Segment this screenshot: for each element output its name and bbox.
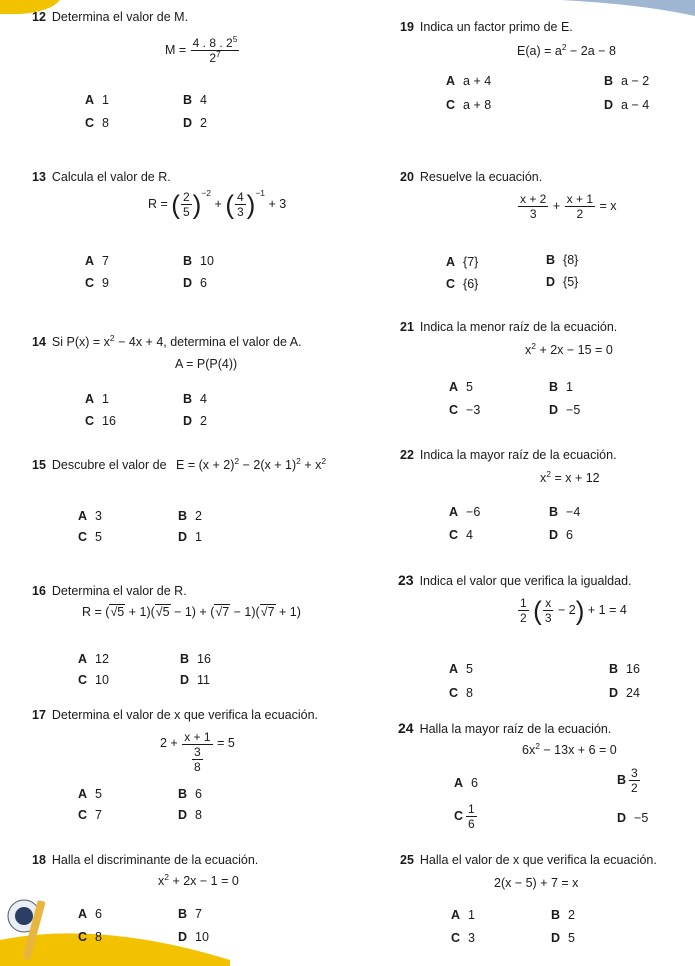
option-c[interactable]	[454, 802, 478, 831]
option-letter: B	[549, 505, 559, 519]
option-letter: A	[449, 505, 459, 519]
option-b[interactable]	[183, 254, 214, 268]
option-letter: B	[549, 380, 559, 394]
denominator: 2	[209, 51, 217, 65]
option-value: 10	[195, 930, 209, 944]
option-d[interactable]	[178, 930, 209, 944]
option-a[interactable]	[85, 254, 109, 268]
question-15	[32, 458, 326, 472]
equation-part: x	[158, 874, 165, 888]
option-value: 4	[466, 528, 473, 542]
option-letter: C	[446, 98, 456, 112]
question-21	[400, 320, 617, 334]
question-text: − 4x + 4, determina el valor de A.	[114, 335, 302, 349]
option-letter: D	[604, 98, 614, 112]
option-value: 16	[102, 414, 116, 428]
option-letter: C	[449, 686, 459, 700]
option-letter: A	[449, 380, 459, 394]
option-a[interactable]	[78, 787, 102, 801]
option-value: a + 4	[463, 74, 492, 88]
option-value: 8	[466, 686, 473, 700]
middle: 3	[194, 745, 201, 759]
question-number: 19	[400, 20, 414, 34]
option-b[interactable]	[180, 652, 211, 666]
option-letter: D	[617, 811, 627, 825]
option-a[interactable]	[78, 509, 102, 523]
numerator: x	[545, 596, 552, 610]
option-value: 1	[102, 93, 109, 107]
option-value: 6	[200, 276, 207, 290]
equation-part: + 1)	[275, 605, 301, 619]
option-a[interactable]	[449, 505, 480, 519]
option-value: 6	[195, 787, 202, 801]
option-value: 5	[568, 931, 575, 945]
option-value: 24	[626, 686, 640, 700]
option-value: 16	[626, 662, 640, 676]
option-value: {6}	[463, 277, 479, 291]
option-value: 1	[102, 392, 109, 406]
question-20	[400, 170, 542, 184]
equation-part: E(a) = a	[517, 44, 562, 58]
question-number: 14	[32, 335, 46, 349]
exponent: −1	[255, 187, 266, 198]
question-23	[398, 572, 632, 588]
option-b[interactable]	[617, 766, 641, 795]
equation-part: = x + 12	[550, 471, 600, 485]
option-letter: C	[78, 530, 88, 544]
equation-lead: 2 +	[160, 736, 178, 750]
option-d[interactable]	[546, 275, 578, 289]
option-a[interactable]	[454, 776, 478, 790]
exponent: 2	[234, 456, 240, 466]
sqrt-7: √7	[215, 605, 230, 619]
option-letter: B	[183, 254, 193, 268]
equation-lhs: M =	[165, 42, 187, 57]
option-a[interactable]	[446, 74, 491, 88]
equation-part: − 2	[558, 602, 576, 617]
equation-19	[517, 44, 616, 58]
option-value: 8	[195, 808, 202, 822]
option-letter: A	[78, 907, 88, 921]
question-number: 21	[400, 320, 414, 334]
exponent: 2	[164, 872, 169, 882]
numerator: x + 1	[566, 192, 593, 206]
denominator: 2	[631, 781, 638, 795]
option-value: 1	[566, 380, 573, 394]
option-a[interactable]	[449, 662, 473, 676]
option-letter: D	[180, 673, 190, 687]
exponent: 5	[232, 34, 238, 44]
question-text: Indica el valor que verifica la igualdad.	[419, 574, 632, 588]
option-value: a − 4	[621, 98, 650, 112]
question-number: 15	[32, 458, 46, 472]
option-b[interactable]	[551, 908, 575, 922]
question-text: Halla el discriminante de la ecuación.	[51, 853, 259, 867]
option-d[interactable]	[549, 528, 573, 542]
equation-21	[525, 343, 613, 357]
equation-16	[82, 605, 301, 619]
option-letter: B	[178, 509, 188, 523]
option-letter: D	[609, 686, 619, 700]
question-12	[32, 10, 188, 24]
option-value: 3	[95, 509, 102, 523]
numerator: 2	[182, 190, 190, 204]
option-d[interactable]	[178, 530, 202, 544]
option-a[interactable]	[85, 392, 109, 406]
exponent: 2	[296, 456, 301, 466]
option-value: 2	[200, 116, 207, 130]
question-number: 13	[32, 170, 46, 184]
operator: +	[214, 196, 222, 211]
denominator: 3	[529, 207, 537, 221]
option-value: 7	[95, 808, 102, 822]
equation-17	[160, 730, 235, 774]
equation-part: + x	[300, 458, 322, 472]
option-letter: B	[551, 908, 561, 922]
equation-part: − 1)(	[230, 605, 260, 619]
option-letter: A	[446, 74, 456, 88]
option-letter: A	[446, 255, 456, 269]
denominator: 2	[576, 207, 584, 221]
question-text: Indica la mayor raíz de la ecuación.	[419, 448, 617, 462]
option-d[interactable]	[617, 811, 648, 825]
option-b[interactable]	[183, 392, 207, 406]
equation-part: x	[540, 471, 547, 485]
option-value: 6	[95, 907, 102, 921]
option-letter: D	[551, 931, 561, 945]
question-16	[32, 584, 187, 598]
numerator: 1	[468, 802, 475, 816]
option-value: a + 8	[463, 98, 492, 112]
equation-part: + 1)(	[125, 605, 155, 619]
question-22	[400, 448, 617, 462]
option-value: 8	[95, 930, 102, 944]
option-value: 6	[566, 528, 573, 542]
option-letter: A	[78, 509, 88, 523]
equation-20	[517, 192, 617, 221]
operator: +	[552, 198, 561, 213]
option-value: 2	[568, 908, 575, 922]
option-value: 2	[200, 414, 207, 428]
denominator: 6	[468, 817, 475, 831]
option-letter: B	[183, 93, 193, 107]
equation-part: − 2(x + 1)	[239, 458, 297, 472]
question-25	[400, 853, 657, 867]
question-number: 18	[32, 853, 46, 867]
option-letter: D	[546, 275, 556, 289]
option-b[interactable]	[609, 662, 640, 676]
option-letter: B	[178, 787, 188, 801]
option-b[interactable]	[546, 253, 578, 267]
option-value: {5}	[563, 275, 579, 289]
option-a[interactable]	[85, 93, 109, 107]
exponent: 2	[321, 456, 327, 466]
option-letter: A	[454, 776, 464, 790]
exponent: 7	[216, 49, 221, 59]
option-c[interactable]	[449, 528, 473, 542]
option-letter: D	[549, 528, 559, 542]
question-text: Descubre el valor de	[51, 458, 167, 472]
option-a[interactable]	[451, 908, 475, 922]
question-text: Indica un factor primo de E.	[419, 20, 573, 34]
option-value: 1	[195, 530, 202, 544]
equation-14: A = P(P(4))	[175, 357, 238, 371]
option-c[interactable]	[451, 931, 475, 945]
option-letter: A	[85, 392, 95, 406]
option-value: {7}	[463, 255, 479, 269]
option-value: 4	[200, 93, 207, 107]
option-d[interactable]	[609, 686, 640, 700]
equation-25: 2(x − 5) + 7 = x	[494, 876, 579, 890]
option-letter: B	[609, 662, 619, 676]
option-d[interactable]	[183, 276, 207, 290]
equation-part: − 13x + 6 = 0	[539, 743, 617, 757]
exponent: 2	[531, 341, 536, 351]
denominator: 5	[182, 205, 190, 219]
equation-tail: = x	[599, 198, 617, 213]
option-letter: B	[183, 392, 193, 406]
option-b[interactable]	[549, 380, 573, 394]
numerator: 4 . 8 . 2	[192, 36, 233, 50]
question-number: 20	[400, 170, 414, 184]
equation-18	[158, 874, 239, 888]
option-letter: C	[78, 673, 88, 687]
option-c[interactable]	[85, 414, 116, 428]
option-letter: B	[604, 74, 614, 88]
question-number: 16	[32, 584, 46, 598]
option-letter: A	[449, 662, 459, 676]
option-value: a − 2	[621, 74, 650, 88]
option-value: 9	[102, 276, 109, 290]
option-letter: A	[451, 908, 461, 922]
option-a[interactable]	[78, 907, 102, 921]
option-letter: C	[85, 116, 95, 130]
exponent: −2	[201, 187, 212, 198]
question-17	[32, 708, 318, 722]
option-letter: C	[451, 931, 461, 945]
option-letter: D	[549, 403, 559, 417]
fraction	[191, 36, 240, 65]
mascot-illustration	[0, 880, 230, 966]
option-a[interactable]	[446, 255, 478, 269]
option-c[interactable]	[85, 116, 109, 130]
option-letter: D	[178, 930, 188, 944]
option-a[interactable]	[449, 380, 473, 394]
question-text: Resuelve la ecuación.	[419, 170, 543, 184]
option-value: 12	[95, 652, 109, 666]
option-value: 2	[195, 509, 202, 523]
option-d[interactable]	[178, 808, 202, 822]
equation-lhs: R =	[148, 196, 168, 211]
question-number: 17	[32, 708, 46, 722]
equation-tail: + 1 = 4	[587, 602, 627, 617]
sqrt-5: √5	[110, 605, 125, 619]
option-letter: A	[85, 93, 95, 107]
numerator: 1	[520, 596, 527, 610]
option-value: 5	[95, 787, 102, 801]
option-letter: C	[446, 277, 456, 291]
option-d[interactable]	[604, 98, 649, 112]
equation-tail: = 5	[217, 736, 235, 750]
option-letter: C	[85, 276, 95, 290]
option-c[interactable]	[85, 276, 109, 290]
option-c[interactable]	[78, 930, 102, 944]
option-c[interactable]	[449, 686, 473, 700]
option-letter: B	[617, 772, 627, 787]
denominator: 8	[194, 760, 201, 774]
question-text: Indica la menor raíz de la ecuación.	[419, 320, 618, 334]
option-value: 5	[95, 530, 102, 544]
option-letter: C	[78, 808, 88, 822]
question-text: Halla la mayor raíz de la ecuación.	[419, 722, 612, 736]
option-letter: C	[78, 930, 88, 944]
option-value: −3	[466, 403, 481, 417]
option-letter: C	[449, 528, 459, 542]
option-b[interactable]	[178, 907, 202, 921]
equation-24	[522, 743, 617, 757]
equation-part: R = (	[82, 605, 110, 619]
question-19	[400, 20, 573, 34]
option-value: −5	[566, 403, 581, 417]
question-number: 25	[400, 853, 414, 867]
option-letter: B	[180, 652, 190, 666]
option-d[interactable]	[183, 414, 207, 428]
option-letter: D	[178, 530, 188, 544]
numerator: 4	[236, 190, 244, 204]
option-letter: A	[78, 652, 88, 666]
option-letter: C	[449, 403, 459, 417]
equation-22	[540, 471, 600, 485]
option-value: 16	[197, 652, 211, 666]
equation-part: 6x	[522, 743, 536, 757]
option-value: 3	[468, 931, 475, 945]
option-d[interactable]	[180, 673, 210, 687]
numerator: 3	[631, 766, 638, 780]
option-value: 7	[102, 254, 109, 268]
option-letter: B	[546, 253, 556, 267]
denominator: 3	[544, 611, 552, 625]
option-d[interactable]	[549, 403, 580, 417]
denominator: 3	[236, 205, 244, 219]
denominator: 2	[520, 611, 527, 625]
equation-tail: + 3	[268, 196, 287, 211]
option-letter: D	[183, 276, 193, 290]
option-value: 1	[468, 908, 475, 922]
option-letter: D	[183, 116, 193, 130]
option-value: 4	[200, 392, 207, 406]
option-c[interactable]	[446, 277, 478, 291]
question-text: Determina el valor de R.	[51, 584, 187, 598]
sqrt-5: √5	[155, 605, 170, 619]
numerator: x + 1	[184, 730, 211, 744]
equation-part: + 2x − 1 = 0	[168, 874, 239, 888]
option-a[interactable]	[78, 652, 109, 666]
equation-part: − 1) + (	[170, 605, 215, 619]
equation-12	[165, 36, 240, 65]
option-d[interactable]	[183, 116, 207, 130]
option-value: 7	[195, 907, 202, 921]
option-letter: D	[178, 808, 188, 822]
option-value: −6	[466, 505, 481, 519]
question-24	[398, 720, 611, 736]
option-value: 10	[95, 673, 109, 687]
exponent: 2	[109, 333, 115, 343]
equation-part: − 2a − 8	[566, 44, 616, 58]
option-b[interactable]	[183, 93, 207, 107]
option-letter: C	[85, 414, 95, 428]
option-value: {8}	[563, 253, 579, 267]
option-letter: A	[78, 787, 88, 801]
question-13	[32, 170, 171, 184]
question-text: Calcula el valor de R.	[51, 170, 171, 184]
question-number: 22	[400, 448, 414, 462]
option-value: −4	[566, 505, 581, 519]
option-value: 11	[197, 673, 211, 687]
equation-part: E = (x + 2)	[176, 458, 235, 472]
exponent: 2	[561, 42, 567, 52]
option-c[interactable]	[78, 673, 109, 687]
question-14	[32, 335, 302, 349]
option-value: 5	[466, 380, 473, 394]
option-b[interactable]	[178, 509, 202, 523]
question-text: Determina el valor de x que verifica la ecuación.	[51, 708, 319, 722]
exponent: 2	[535, 741, 540, 751]
option-b[interactable]	[604, 74, 649, 88]
option-b[interactable]	[549, 505, 580, 519]
option-value: 5	[466, 662, 473, 676]
option-d[interactable]	[551, 931, 575, 945]
option-value: 6	[471, 776, 478, 790]
question-text: Determina el valor de M.	[51, 10, 189, 24]
option-letter: B	[178, 907, 188, 921]
equation-13: R = ( $\frac{2}{5}$ )$^{-2}$ + ( $\frac{4}{3}$ )$^{-1}$ + 3	[148, 187, 287, 220]
question-text: Halla el valor de x que verifica la ecuación.	[419, 853, 657, 867]
option-letter: C	[454, 808, 464, 823]
equation-part: + 2x − 15 = 0	[535, 343, 613, 357]
option-letter: A	[85, 254, 95, 268]
question-text: Si P(x) = x	[51, 335, 110, 349]
question-number: 24	[398, 720, 414, 736]
option-value: −5	[634, 811, 649, 825]
option-c[interactable]	[446, 98, 491, 112]
equation-23: $\frac{1}{2}$ ( $\frac{x}{3}$ − 2) + 1 = 4	[520, 595, 627, 626]
question-number: 23	[398, 572, 414, 588]
option-value: 10	[200, 254, 214, 268]
equation-part: x	[525, 343, 532, 357]
question-18	[32, 853, 258, 867]
option-value: 8	[102, 116, 109, 130]
sqrt-7: √7	[260, 605, 275, 619]
option-c[interactable]	[449, 403, 480, 417]
numerator: x + 2	[520, 192, 547, 206]
option-c[interactable]	[78, 808, 102, 822]
option-b[interactable]	[178, 787, 202, 801]
question-number: 12	[32, 10, 46, 24]
option-c[interactable]	[78, 530, 102, 544]
option-letter: D	[183, 414, 193, 428]
exponent: 2	[546, 469, 551, 479]
